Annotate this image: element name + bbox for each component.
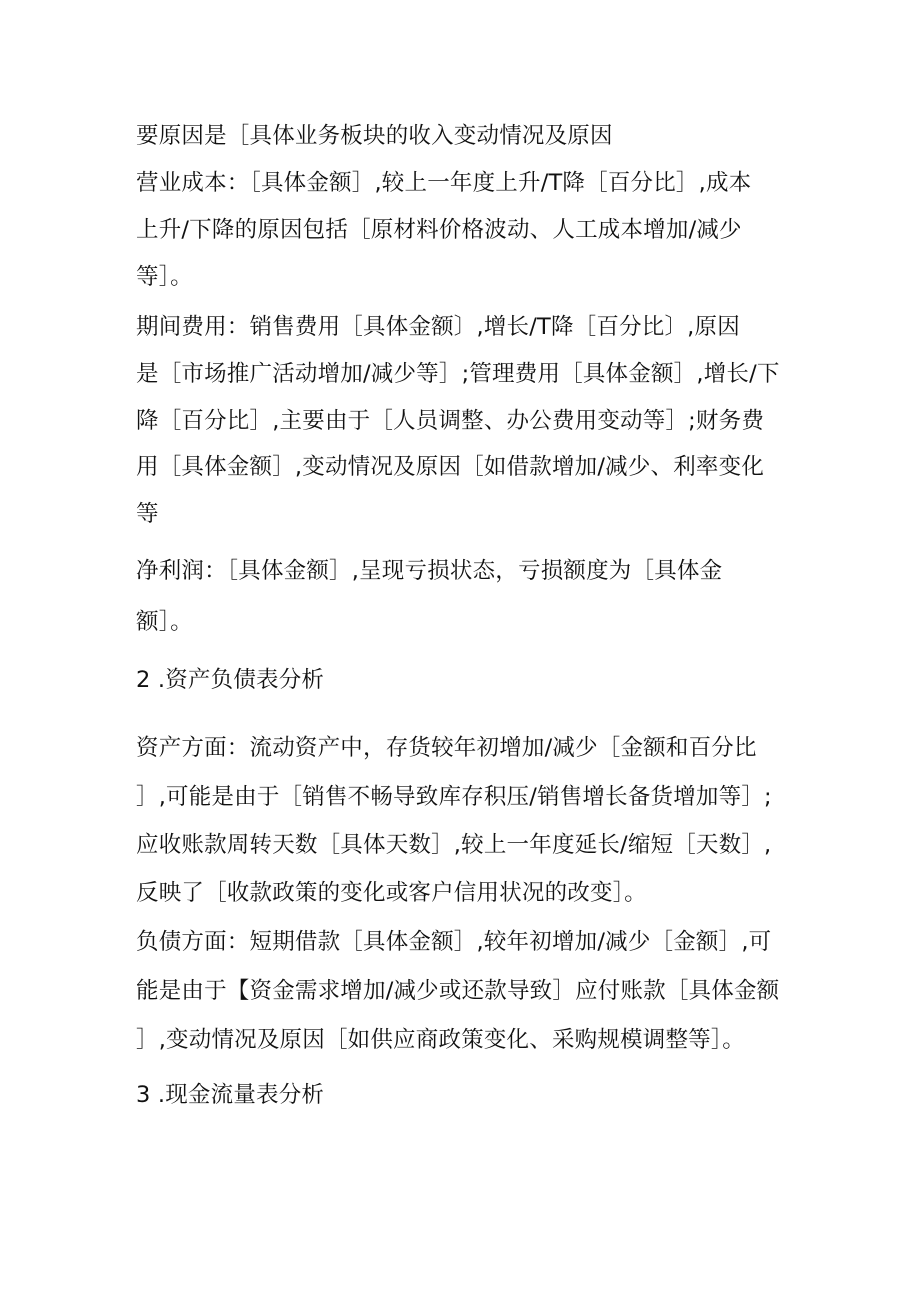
text-line: 用［具体金额］,变动情况及原因［如借款增加/减少、利率变化: [136, 454, 765, 480]
text-line: 等: [136, 501, 159, 527]
text-line: ］,可能是由于［销售不畅导致库存积压/销售增长备货增加等］;: [136, 784, 772, 810]
text-line: 额］。: [136, 609, 193, 635]
section-heading: 3 .现金流量表分析: [136, 1082, 325, 1108]
text-line: 净利润：［具体金额］,呈现亏损状态，亏损额度为［具体金: [136, 558, 723, 584]
text-line: ］,变动情况及原因［如供应商政策变化、采购规模调整等］。: [136, 1027, 746, 1053]
text-line: 上升/下降的原因包括［原材料价格波动、人工成本增加/减少: [136, 217, 742, 243]
text-line: 等］。: [136, 264, 193, 290]
text-line: 负债方面：短期借款［具体金额］,较年初增加/减少［金额］,可: [136, 929, 772, 955]
text-line: 期间费用：销售费用［具体金额〕,增长/T降［百分比〕,原因: [136, 314, 740, 340]
section-heading: 2 .资产负债表分析: [136, 667, 325, 693]
text-line: 应收账款周转天数［具体天数］,较上一年度延长/缩短［天数］,: [136, 832, 772, 858]
text-line: 降［百分比］,主要由于［人员调整、办公费用变动等］;财务费: [136, 408, 765, 434]
text-line: 营业成本：［具体金额］,较上一年度上升/T降［百分比］,成本: [136, 170, 752, 196]
text-line: 能是由于【资金需求增加/减少或还款导致］应付账款［具体金额: [136, 978, 780, 1004]
text-line: 是［市场推广活动增加/减少等］;管理费用［具体金额］,增长/下: [136, 361, 780, 387]
text-line: 要原因是［具体业务板块的收入变动情况及原因: [136, 123, 613, 149]
text-line: 反映了［收款政策的变化或客户信用状况的改变］。: [136, 880, 647, 906]
text-line: 资产方面：流动资产中，存货较年初增加/减少［金额和百分比: [136, 735, 757, 761]
